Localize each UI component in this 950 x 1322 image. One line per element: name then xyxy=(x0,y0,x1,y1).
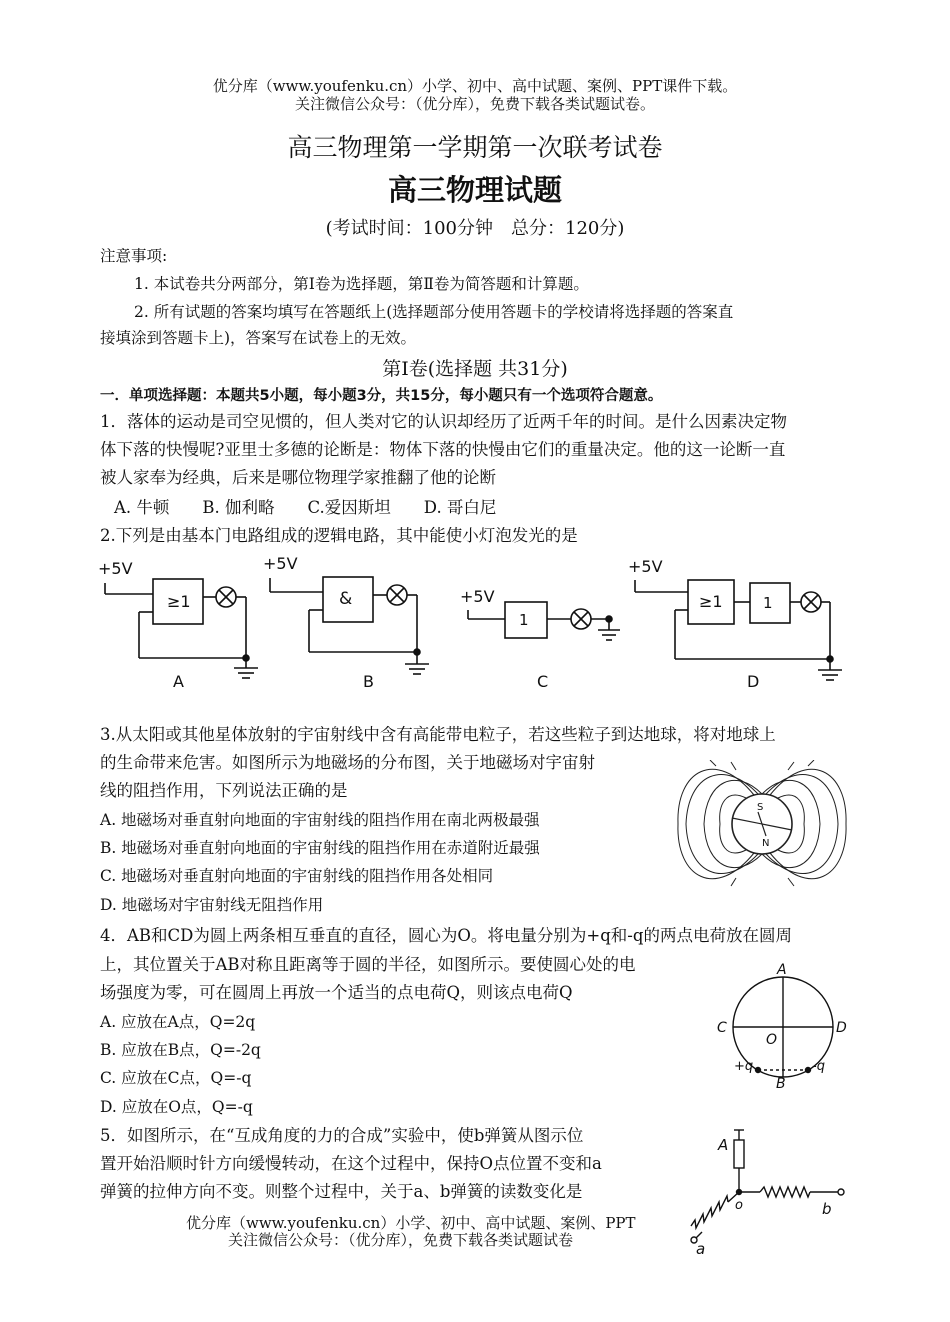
circuit-a-label: A xyxy=(173,672,184,691)
q2-stem: 2.下列是由基本门电路组成的逻辑电路，其中能使小灯泡发光的是 xyxy=(100,526,578,545)
exam-title: 高三物理第一学期第一次联考试卷 xyxy=(287,133,663,162)
q1-line-2: 体下落的快慢呢?亚里士多德的论断是：物体下落的快慢由它们的重量决定。他的这一论断一直 xyxy=(100,440,786,459)
section-title: 第Ⅰ卷(选择题 共31分) xyxy=(382,358,568,380)
q4-line-2: 上，其位置关于AB对称且距离等于圆的半径，如图所示。要使圆心处的电 xyxy=(100,955,636,974)
header-line-2: 关注微信公众号：（优分库），免费下载各类试题试卷。 xyxy=(294,95,655,113)
point-b-label: B xyxy=(776,1076,786,1090)
circuit-c-voltage: +5V xyxy=(460,587,495,606)
not-gate-label: 1 xyxy=(519,611,529,629)
q4-line-1: 4．AB和CD为圆上两条相互垂直的直径，圆心为O。将电量分别为+q和-q的两点电荷放在圆周 xyxy=(100,926,792,945)
plus-q-label: +q xyxy=(734,1059,754,1074)
point-c-label: C xyxy=(717,1020,727,1036)
q5-line-1: 5．如图所示，在“互成角度的力的合成”实验中，使b弹簧从图示位 xyxy=(100,1126,584,1145)
not-gate-label-d: 1 xyxy=(763,594,773,612)
q1-options: A. 牛顿 B. 伽利略 C.爱因斯坦 D. 哥白尼 xyxy=(114,498,497,517)
circuit-d-label: D xyxy=(747,672,760,691)
point-d-label: D xyxy=(836,1020,847,1036)
q3-option-b: B. 地磁场对垂直射向地面的宇宙射线的阻挡作用在赤道附近最强 xyxy=(100,839,540,857)
circle-charges-figure xyxy=(712,960,862,1090)
logic-circuits-figure xyxy=(95,552,855,697)
q3-option-c: C. 地磁场对垂直射向地面的宇宙射线的阻挡作用各处相同 xyxy=(100,867,494,885)
circuit-b-voltage: +5V xyxy=(263,554,298,573)
point-a-label: A xyxy=(777,962,787,978)
or-gate-label-d: ≥1 xyxy=(699,592,723,611)
q3-line-1: 3.从太阳或其他星体放射的宇宙射线中含有高能带电粒子，若这些粒子到达地球，将对地球上 xyxy=(100,725,776,744)
and-gate-label: & xyxy=(339,589,353,609)
spring-b-label: b xyxy=(822,1200,832,1218)
notice-item-1: 1. 本试卷共分两部分，第Ⅰ卷为选择题，第Ⅱ卷为简答题和计算题。 xyxy=(134,275,589,293)
circuit-d-voltage: +5V xyxy=(628,557,663,576)
north-pole-label: N xyxy=(762,838,770,849)
circuit-b-label: B xyxy=(363,672,374,691)
center-o-label: O xyxy=(766,1032,778,1048)
circuit-b xyxy=(263,554,429,691)
q4-option-d: D. 应放在O点，Q=-q xyxy=(100,1098,253,1116)
circuit-a-voltage: +5V xyxy=(98,559,133,578)
q1-line-3: 被人家奉为经典，后来是哪位物理学家推翻了他的论断 xyxy=(100,468,496,487)
footer-line-1: 优分库（www.youfenku.cn）小学、初中、高中试题、案例、PPT xyxy=(186,1214,636,1232)
footer-line-2: 关注微信公众号：（优分库），免费下载各类试题试卷 xyxy=(228,1231,574,1249)
spring-balance-figure xyxy=(688,1122,858,1257)
circuit-a xyxy=(98,559,258,691)
or-gate-label: ≥1 xyxy=(167,592,191,611)
circuit-c-label: C xyxy=(537,672,549,691)
geomagnetic-field-figure xyxy=(676,760,848,888)
q4-option-c: C. 应放在C点，Q=-q xyxy=(100,1069,252,1087)
exam-info: (考试时间：100分钟 总分：120分) xyxy=(325,218,625,239)
subject-title: 高三物理试题 xyxy=(387,173,562,207)
part-heading: 一．单项选择题：本题共5小题，每小题3分，共15分，每小题只有一个选项符合题意。 xyxy=(100,388,663,404)
notice-heading: 注意事项: xyxy=(100,247,168,265)
notice-item-2-line-1: 2. 所有试题的答案均填写在答题纸上(选择题部分使用答题卡的学校请将选择题的答案直 xyxy=(134,303,734,321)
header-line-1: 优分库（www.youfenku.cn）小学、初中、高中试题、案例、PPT课件下载。 xyxy=(212,77,738,95)
q4-line-3: 场强度为零，可在圆周上再放一个适当的点电荷Q，则该点电荷Q xyxy=(100,983,573,1002)
south-pole-label: S xyxy=(757,802,764,813)
q3-option-d: D. 地磁场对宇宙射线无阻挡作用 xyxy=(100,896,324,914)
circuit-c xyxy=(460,587,620,691)
notice-item-2-line-2: 接填涂到答题卡上)，答案写在试卷上的无效。 xyxy=(100,329,417,347)
q1-line-1: 1．落体的运动是司空见惯的，但人类对它的认识却经历了近两千年的时间。是什么因素决定物 xyxy=(100,412,787,431)
q3-line-3: 线的阻挡作用，下列说法正确的是 xyxy=(100,781,348,800)
q5-line-3: 弹簧的拉伸方向不变。则整个过程中，关于a、b弹簧的读数变化是 xyxy=(100,1182,583,1201)
q3-option-a: A. 地磁场对垂直射向地面的宇宙射线的阻挡作用在南北两极最强 xyxy=(100,811,540,829)
q4-option-a: A. 应放在A点，Q=2q xyxy=(100,1013,256,1031)
q3-line-2: 的生命带来危害。如图所示为地磁场的分布图，关于地磁场对宇宙射 xyxy=(100,753,595,772)
spring-a-label: a xyxy=(696,1240,706,1257)
minus-q-label: -q xyxy=(812,1059,825,1074)
circuit-d xyxy=(628,557,842,691)
anchor-a-label: A xyxy=(718,1136,729,1154)
q5-line-2: 置开始沿顺时针方向缓慢转动，在这个过程中，保持O点位置不变和a xyxy=(100,1154,602,1173)
point-o-label: o xyxy=(735,1198,743,1213)
q4-option-b: B. 应放在B点，Q=-2q xyxy=(100,1041,261,1059)
